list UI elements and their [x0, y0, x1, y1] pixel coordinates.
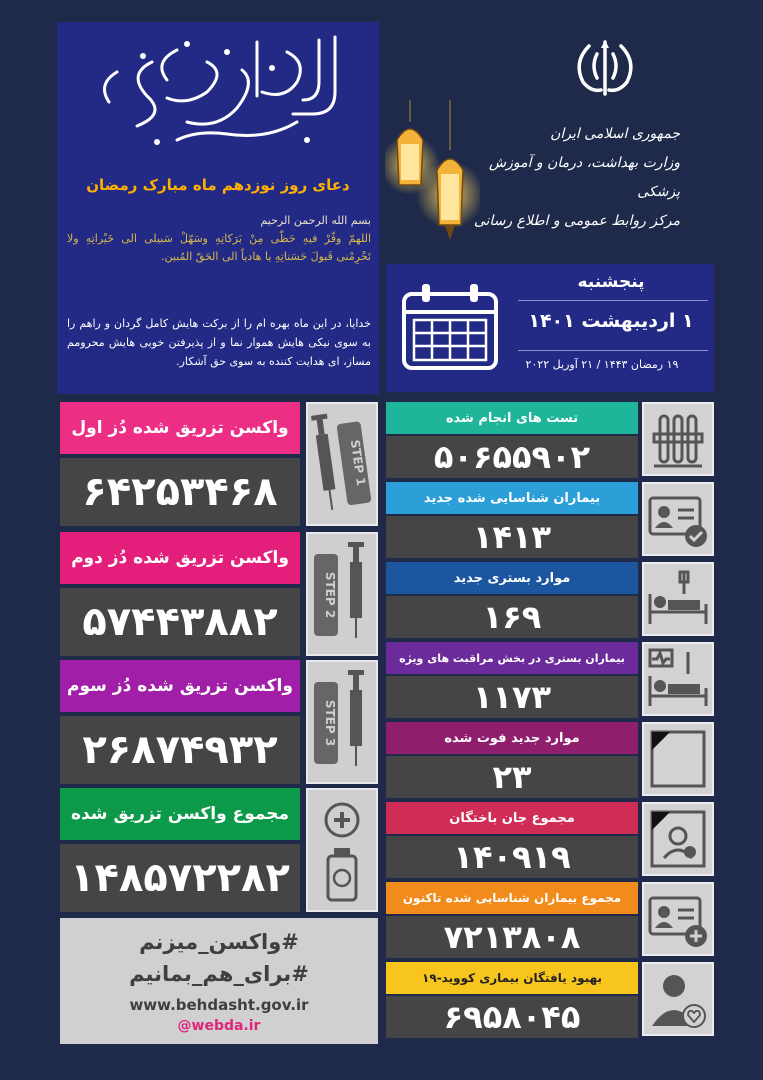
step-label: STEP 3 [323, 699, 337, 747]
stat-hospitalized-value: ۱۶۹ [386, 596, 638, 638]
stat-recovered-icon-box [642, 962, 714, 1036]
vaccine-total-icon-box [306, 788, 378, 912]
prayer-arabic-text [67, 212, 371, 266]
basmala: بسم الله الرحمن الرحیم [260, 214, 371, 227]
website-link[interactable]: www.behdasht.gov.ir [129, 996, 309, 1014]
stat-new-deaths-label: موارد جدید فوت شده [386, 722, 638, 754]
prayer-persian-text: خدایا، در این ماه بهره ام را از برکت هایش کامل گردان و راهم را به سوی نیکی هایش هموار نما و از پذیرفتن خوبی هایش محرومم مساز، ای هدایت کننده به سوی حق آشکار. [67, 317, 371, 368]
org-line-country: جمهوری اسلامی ایران [550, 126, 680, 142]
stat-total-cases-value: ۷۲۱۳۸۰۸ [386, 916, 638, 958]
vaccine-step1-icon-box [306, 402, 378, 526]
mourning-person-icon [644, 804, 712, 874]
vaccine-dose3-value: ۲۶۸۷۴۹۳۲ [60, 716, 300, 784]
vaccine-step2-icon-box [306, 532, 378, 656]
stat-hospitalized-label: موارد بستری جدید [386, 562, 638, 594]
vaccine-total-value: ۱۴۸۵۷۲۲۸۲ [60, 844, 300, 912]
stat-total-deaths-label: مجموع جان باختگان [386, 802, 638, 834]
arabic-supplication: اللهمّ وفّرْ فیهِ حَظّی مِنْ بَرَکاتِهِ وسَهّلْ سَبیلی الی خَیْراتِهِ ولا تَحْرِمْنی قَبولَ حَسَناتِهِ یا هادیاً الی الحَقّ المُبین. [67, 232, 371, 263]
vaccine-dose1-value: ۶۴۲۵۳۴۶۸ [60, 458, 300, 526]
stat-new-cases-icon-box [642, 482, 714, 556]
stat-new-cases-value: ۱۴۱۳ [386, 516, 638, 558]
prayer-title: دعای روز نوزدهم ماه مبارک رمضان [86, 176, 350, 194]
calligraphy-icon [57, 22, 379, 170]
social-handle[interactable]: @webda.ir [177, 1018, 261, 1034]
step-label: STEP 1 [347, 438, 369, 487]
stat-icu-value: ۱۱۷۳ [386, 676, 638, 718]
org-line-ministry: وزارت بهداشت، درمان و آموزش پزشکی [488, 155, 680, 200]
stat-new-deaths-value: ۲۳ [386, 756, 638, 798]
stat-tests-label: تست های انجام شده [386, 402, 638, 434]
syringe-step1-icon [308, 404, 376, 524]
divider [518, 350, 708, 351]
stat-icu-icon-box [642, 642, 714, 716]
stat-hospitalized-icon-box [642, 562, 714, 636]
hashtag-stay-for-each-other: #برای_هم_بمانیم [129, 962, 309, 986]
date-box [386, 264, 714, 392]
stat-new-cases-label: بیماران شناسایی شده جدید [386, 482, 638, 514]
date-main: ۱ اردیبهشت ۱۴۰۱ [528, 310, 694, 332]
date-weekday: پنجشنبه [577, 272, 645, 292]
organization-header [470, 120, 680, 236]
vaccine-step3-icon-box [306, 660, 378, 784]
vaccine-total-label: مجموع واکسن تزریق شده [60, 788, 300, 840]
iran-emblem-icon [569, 40, 641, 96]
vaccine-vial-plus-icon [308, 790, 376, 910]
stat-tests-icon-box [642, 402, 714, 476]
id-card-check-icon [644, 484, 712, 554]
icu-bed-icon [644, 644, 712, 714]
vaccine-dose3-label: واکسن تزریق شده دُز سوم [60, 660, 300, 712]
vaccine-dose1-label: واکسن تزریق شده دُز اول [60, 402, 300, 454]
stat-total-deaths-value: ۱۴۰۹۱۹ [386, 836, 638, 878]
stat-recovered-value: ۶۹۵۸۰۴۵ [386, 996, 638, 1038]
date-secondary: ۱۹ رمضان ۱۴۴۳ / ۲۱ آوریل ۲۰۲۲ [525, 358, 679, 371]
syringe-step3-icon [308, 662, 376, 782]
stat-total-cases-label: مجموع بیماران شناسایی شده تاکنون [386, 882, 638, 914]
hashtag-box [60, 918, 378, 1044]
stat-recovered-label: بهبود یافتگان بیماری کووید-۱۹ [386, 962, 638, 994]
id-card-plus-icon [644, 884, 712, 954]
stat-total-cases-icon-box [642, 882, 714, 956]
hashtag-vaccinate: #واکسن_میزنم [139, 930, 299, 954]
mourning-frame-icon [644, 724, 712, 794]
org-line-department: مرکز روابط عمومی و اطلاع رسانی [473, 213, 680, 229]
calendar-icon [398, 282, 508, 378]
stat-new-deaths-icon-box [642, 722, 714, 796]
prayer-box [57, 22, 379, 394]
stat-tests-value: ۵۰۶۵۵۹۰۲ [386, 436, 638, 478]
person-heart-icon [644, 964, 712, 1034]
lanterns-icon [385, 100, 480, 250]
step-label: STEP 2 [323, 571, 337, 619]
divider [518, 300, 708, 301]
test-tubes-icon [644, 404, 712, 474]
stat-total-deaths-icon-box [642, 802, 714, 876]
vaccine-dose2-label: واکسن تزریق شده دُز دوم [60, 532, 300, 584]
syringe-step2-icon [308, 534, 376, 654]
stat-icu-label: بیماران بستری در بخش مراقبت های ویژه [386, 642, 638, 674]
hospital-bed-icon [644, 564, 712, 634]
vaccine-dose2-value: ۵۷۴۴۳۸۸۲ [60, 588, 300, 656]
